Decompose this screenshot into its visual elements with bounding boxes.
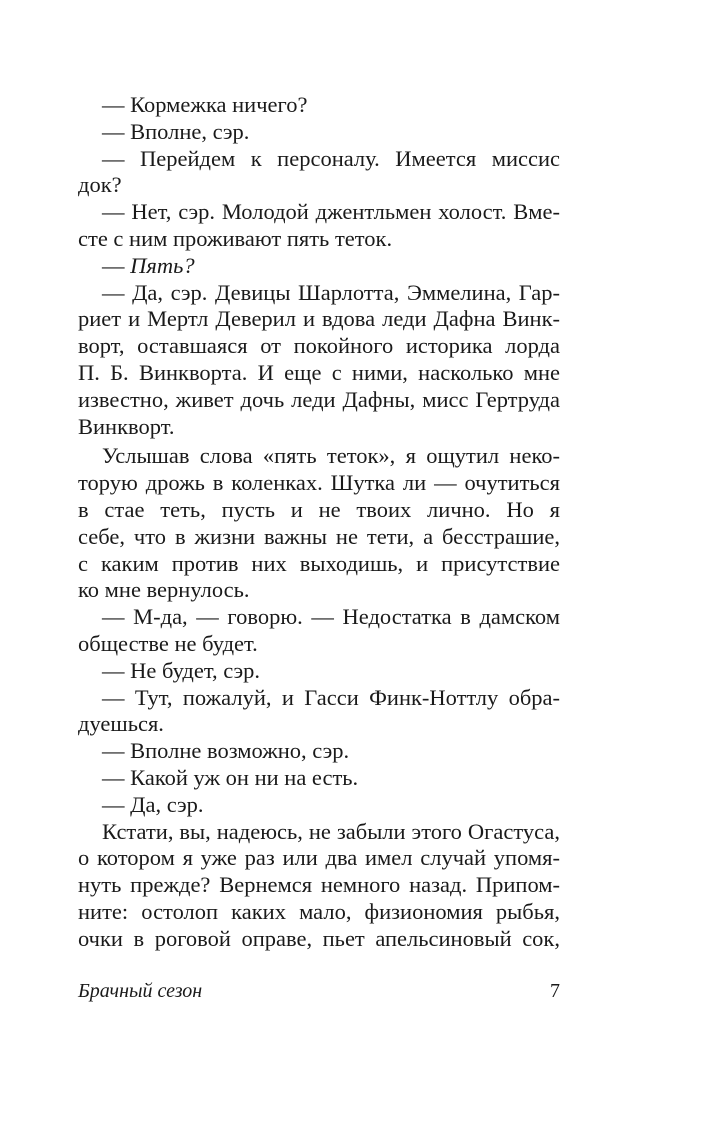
text-line: — Нет, сэр. Молодой джентльмен холост. Вме- bbox=[102, 199, 560, 225]
text-line: — Вполне возможно, сэр. bbox=[102, 738, 350, 764]
text-line: — М-да, — говорю. — Недостатка в дамском bbox=[102, 604, 560, 630]
text-line bbox=[78, 253, 560, 280]
text-line: — Да, сэр. bbox=[102, 791, 204, 817]
text-line: очки в роговой оправе, пьет апельсиновый сок, bbox=[78, 925, 560, 951]
text-line: — Вполне, сэр. bbox=[102, 118, 250, 144]
italic-word: Пять? bbox=[130, 252, 195, 278]
body-text bbox=[78, 92, 560, 953]
text-line: — Да, сэр. Девицы Шарлотта, Эммелина, Гар- bbox=[102, 279, 560, 305]
text-line: о котором я уже раз или два имел случай упомя- bbox=[78, 845, 560, 871]
text-line: П. Б. Винкворта. И еще с ними, насколько мне bbox=[78, 359, 560, 385]
text-line: в стае теть, пусть и не твоих лично. Но я bbox=[78, 496, 560, 522]
text-line: ворт, оставшаяся от покойного историка лорда bbox=[78, 333, 560, 359]
text-line: док? bbox=[78, 172, 122, 198]
text-line: нуть прежде? Вернемся немного назад. Припом- bbox=[78, 872, 560, 898]
text-line: ко мне вернулось. bbox=[78, 577, 250, 603]
text-line: Кстати, вы, надеюсь, не забыли этого Огастуса, bbox=[102, 818, 560, 844]
text-line: Услышав слова «пять теток», я ощутил неко- bbox=[102, 443, 560, 469]
text-line: известно, живет дочь леди Дафны, мисс Гертруда bbox=[78, 386, 560, 412]
text-line: с каким против них выходишь, и присутствие bbox=[78, 550, 560, 576]
text-line: Винкворт. bbox=[78, 413, 175, 439]
text-line: — Не будет, сэр. bbox=[102, 657, 261, 683]
text-line: — Перейдем к персоналу. Имеется миссис bbox=[102, 145, 560, 171]
text-line: ните: остолоп каких мало, физиономия рыбья, bbox=[78, 898, 560, 924]
text-line: риет и Мертл Деверил и вдова леди Дафна Винк- bbox=[78, 306, 560, 332]
text-line: — Тут, пожалуй, и Гасси Финк-Ноттлу обра- bbox=[102, 684, 560, 710]
text-line: — Кормежка ничего? bbox=[102, 92, 308, 117]
page-number: 7 bbox=[550, 980, 560, 1002]
text-line: сте с ним проживают пять теток. bbox=[78, 225, 393, 251]
text-line: дуешься. bbox=[78, 711, 164, 737]
text-line: себе, что в жизни важны не тети, а бесстрашие, bbox=[78, 523, 560, 549]
text-line: — Какой уж он ни на есть. bbox=[102, 764, 359, 790]
text-line: торую дрожь в коленках. Шутка ли — очутиться bbox=[78, 470, 560, 496]
dash: — bbox=[102, 252, 131, 278]
text-line: обществе не будет. bbox=[78, 630, 258, 656]
running-footer-title: Брачный сезон bbox=[78, 980, 203, 1002]
